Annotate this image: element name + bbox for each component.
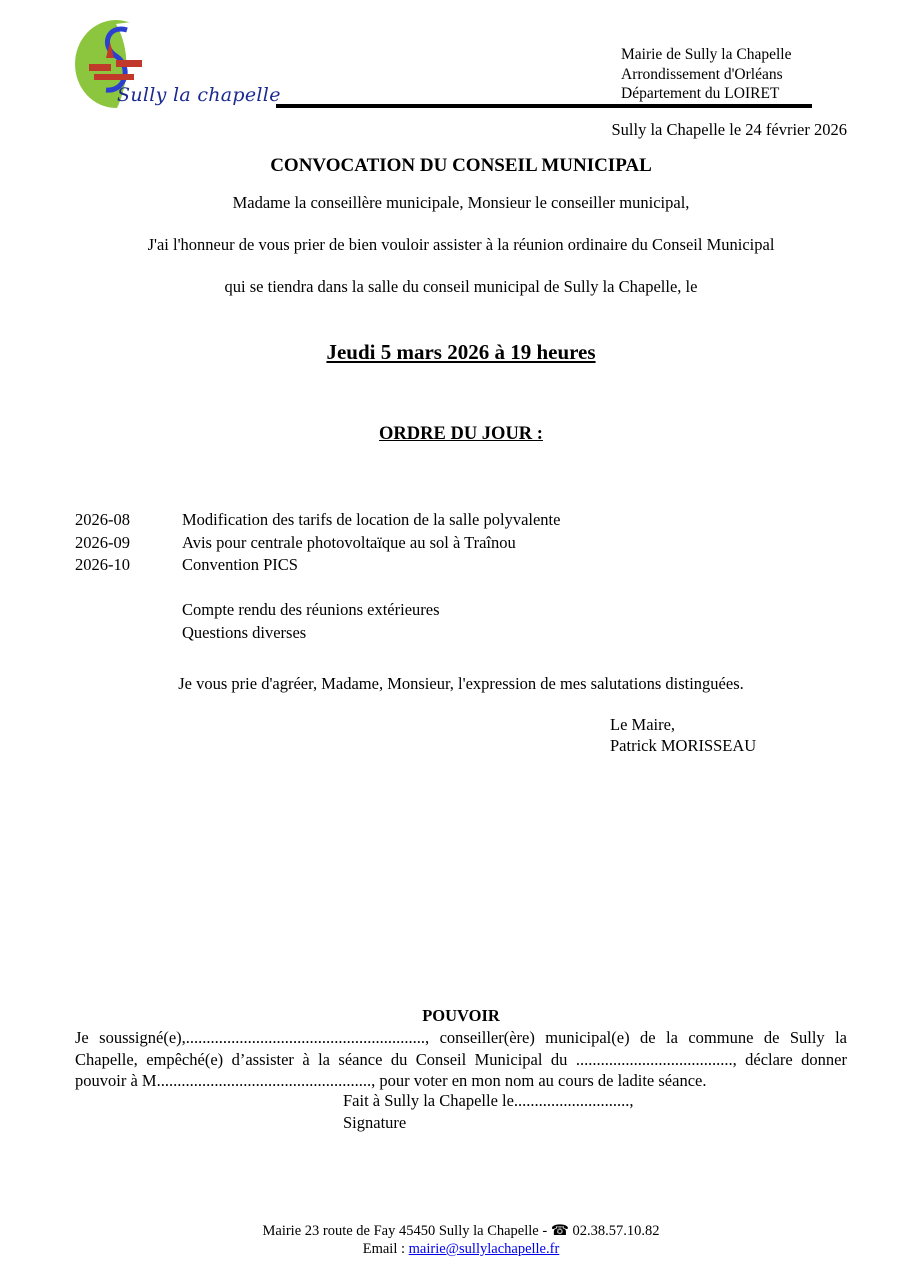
signature-name: Patrick MORISSEAU [610, 736, 757, 755]
pouvoir-signature-label: Signature [343, 1112, 407, 1132]
mairie-address-block [621, 45, 791, 104]
agenda-item-number: 2026-08 [75, 510, 130, 529]
mairie-line: Arrondissement d'Orléans [621, 65, 783, 83]
logo-text: Sully la chapelle [117, 84, 281, 106]
agenda-extra-item: Compte rendu des réunions extérieures [182, 600, 440, 619]
agenda-item [75, 509, 560, 532]
footer-email-link[interactable]: mairie@sullylachapelle.fr [408, 1241, 560, 1257]
pouvoir-fait: Fait à Sully la Chapelle le............................, [343, 1091, 634, 1110]
commune-logo [72, 18, 282, 118]
salutation: Madame la conseillère municipale, Monsieur le conseiller municipal, [232, 193, 690, 212]
footer-email-label: Email : [362, 1241, 409, 1257]
agenda-list [75, 509, 560, 577]
pouvoir-signature-block [343, 1090, 634, 1133]
agenda-item-label: Convention PICS [182, 555, 298, 574]
agenda-item-label: Avis pour centrale photovoltaïque au sol à Traînou [182, 532, 516, 552]
agenda-item [75, 532, 560, 555]
meeting-date: Jeudi 5 mars 2026 à 19 heures [326, 340, 596, 364]
agenda-title: ORDRE DU JOUR : [379, 424, 543, 444]
mayor-signature [610, 714, 756, 756]
closing-formula: Je vous prie d'agréer, Madame, Monsieur, l'expression de mes salutations distinguées. [178, 674, 744, 693]
invitation-line-2: qui se tiendra dans la salle du conseil municipal de Sully la Chapelle, le [224, 277, 698, 296]
agenda-item-number: 2026-10 [75, 555, 130, 574]
invitation-line-1: J'ai l'honneur de vous prier de bien vouloir assister à la réunion ordinaire du Conseil Municipal [147, 235, 775, 254]
logo-red-roof-3 [94, 74, 134, 80]
pouvoir-text: Je soussigné(e),.........................................................., conseiller(ère) municipal(e) de la commune de Sully la Chapelle, empêché(e) d’assister à la séance du Conseil Municipal du ......................................, déclare donner pouvoir à M...................................................., pour voter en mon nom au cours de ladite séance. [75, 1028, 847, 1090]
agenda-extra-items [182, 599, 440, 644]
agenda-item-label: Modification des tarifs de location de la salle polyvalente [182, 510, 561, 529]
agenda-item-number: 2026-09 [75, 532, 130, 552]
footer-email-line [0, 1241, 900, 1259]
footer-address: Mairie 23 route de Fay 45450 Sully la Chapelle - ☎ 02.38.57.10.82 [262, 1223, 660, 1239]
header-rule [276, 104, 812, 108]
mairie-line: Mairie de Sully la Chapelle [621, 46, 792, 63]
agenda-extra-item: Questions diverses [182, 622, 307, 642]
signature-role: Le Maire, [610, 715, 676, 734]
document-title: CONVOCATION DU CONSEIL MUNICIPAL [270, 155, 652, 176]
logo-red-roof-2 [116, 60, 142, 67]
logo-red-roof-1 [89, 64, 111, 71]
mairie-line: Département du LOIRET [621, 85, 780, 102]
agenda-item [75, 554, 560, 577]
document-date: Sully la Chapelle le 24 février 2026 [611, 120, 847, 139]
pouvoir-title: POUVOIR [422, 1006, 500, 1025]
